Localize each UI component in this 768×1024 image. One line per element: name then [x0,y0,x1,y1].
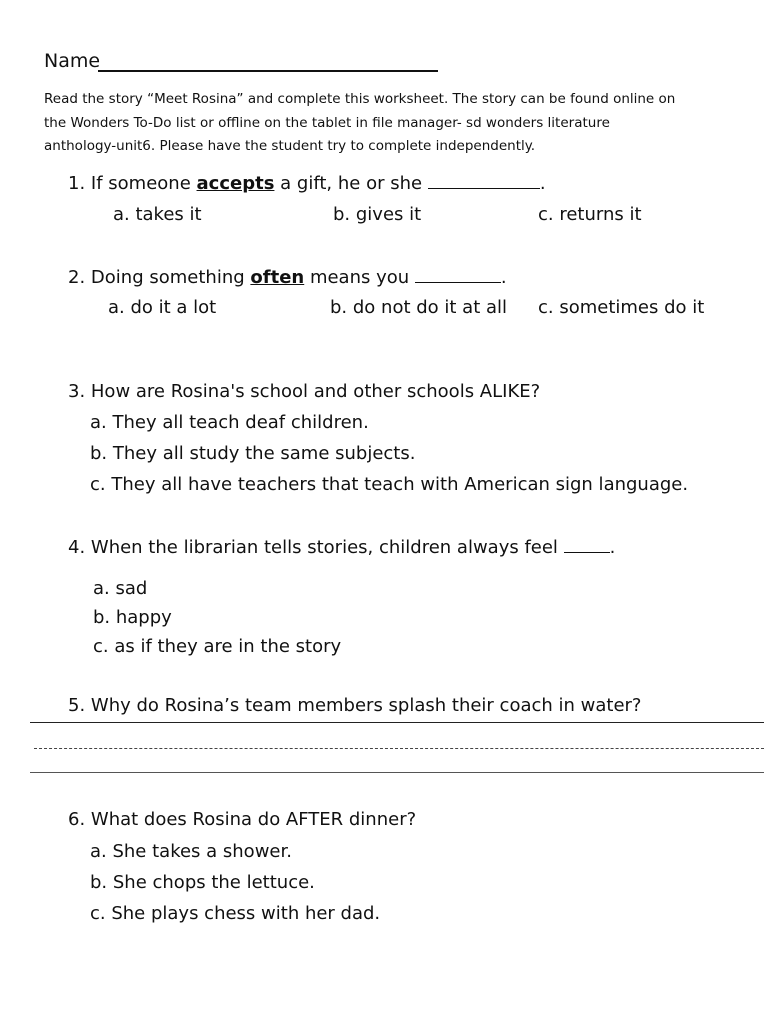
question-4 [68,537,615,558]
q6-option-c[interactable]: c. She plays chess with her dad. [90,903,381,924]
name-field[interactable] [98,70,438,72]
q4-option-a[interactable]: a. sad [93,578,148,599]
q4-option-c[interactable]: c. as if they are in the story [93,636,342,657]
answer-line-2[interactable] [34,748,764,749]
q3-option-a[interactable]: a. They all teach deaf children. [90,412,369,433]
q2-option-c[interactable]: c. sometimes do it [538,297,705,318]
q4-option-b[interactable]: b. happy [93,607,172,628]
q3-option-c[interactable]: c. They all have teachers that teach with American sign language. [90,474,689,495]
question-2 [68,267,507,288]
question-text: a gift, he or she [280,173,423,194]
q3-option-b[interactable]: b. They all study the same subjects. [90,443,416,464]
question-end: . [500,267,507,288]
name-label: Name [44,50,101,72]
q1-option-a[interactable]: a. takes it [113,204,202,225]
question-end: . [539,173,546,194]
answer-blank[interactable] [564,538,610,553]
question-end: . [609,537,616,558]
instructions-line-1: Read the story “Meet Rosina” and complete this worksheet. The story can be found online on [44,91,676,107]
question-number: 2. [68,267,86,288]
question-number: 1. [68,173,86,194]
q1-option-c[interactable]: c. returns it [538,204,642,225]
q1-option-b[interactable]: b. gives it [333,204,422,225]
question-6: 6. What does Rosina do AFTER dinner? [68,809,417,830]
q6-option-a[interactable]: a. She takes a shower. [90,841,292,862]
answer-blank[interactable] [415,268,501,283]
instructions-line-3: anthology-unit6. Please have the student try to complete independently. [44,138,536,154]
q6-option-b[interactable]: b. She chops the lettuce. [90,872,315,893]
keyword: often [250,267,305,288]
question-text: means you [309,267,410,288]
question-1 [68,173,546,194]
question-5: 5. Why do Rosina’s team members splash their coach in water? [68,695,642,716]
q2-option-a[interactable]: a. do it a lot [108,297,217,318]
question-text: Doing something [90,267,245,288]
answer-blank[interactable] [428,174,540,189]
question-text: If someone [90,173,191,194]
instructions-line-2: the Wonders To-Do list or offline on the tablet in file manager- sd wonders literature [44,115,610,131]
answer-line-1[interactable] [30,722,764,723]
q2-option-b[interactable]: b. do not do it at all [330,297,508,318]
answer-line-3[interactable] [30,772,764,773]
question-text: 4. When the librarian tells stories, children always feel [68,537,558,558]
keyword: accepts [196,173,275,194]
question-3: 3. How are Rosina's school and other schools ALIKE? [68,381,541,402]
